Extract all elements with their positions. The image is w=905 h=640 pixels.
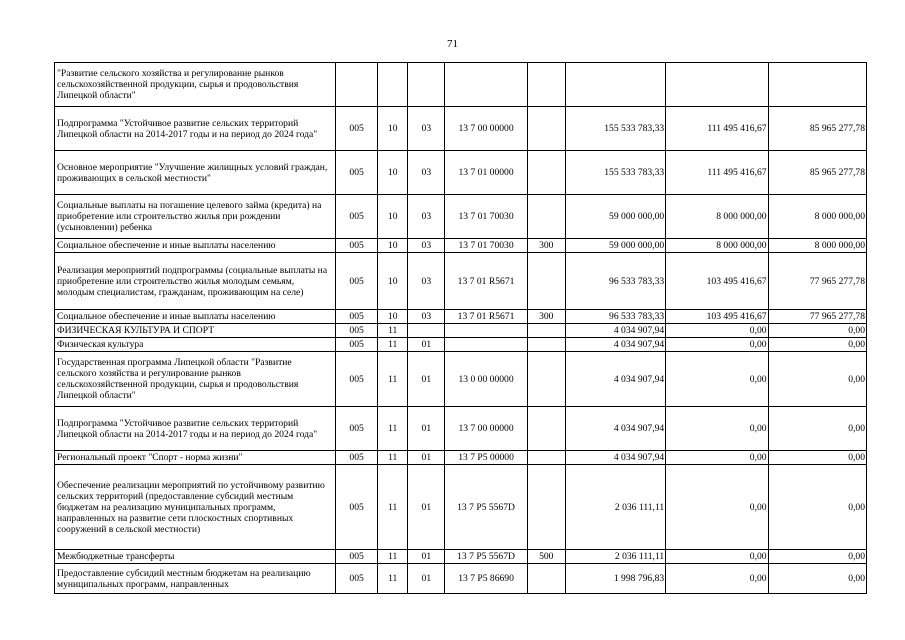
cell-vr (527, 465, 565, 550)
cell-pr: 01 (408, 451, 445, 465)
cell-name: Подпрограмма "Устойчивое развитие сельских территорий Липецкой области на 2014-2017 годы и на период до 2024 года" (55, 407, 336, 451)
table-row (55, 338, 867, 352)
cell-csr: 13 7 01 R5671 (445, 310, 527, 324)
cell-csr: 13 7 01 R5671 (445, 253, 527, 310)
table-row (55, 407, 867, 451)
cell-sum-2: 103 495 416,67 (666, 253, 768, 310)
table-row (55, 550, 867, 564)
cell-sum-3: 0,00 (768, 451, 866, 465)
cell-sum-3: 77 965 277,78 (768, 253, 866, 310)
cell-pr: 03 (408, 253, 445, 310)
cell-rz: 10 (378, 195, 408, 239)
cell-pr: 03 (408, 151, 445, 195)
cell-vr: 300 (527, 310, 565, 324)
cell-ved: 005 (336, 151, 378, 195)
cell-name: Подпрограмма "Устойчивое развитие сельских территорий Липецкой области на 2014-2017 годы и на период до 2024 года" (55, 107, 336, 151)
cell-vr (527, 324, 565, 338)
cell-name: Основное мероприятие "Улучшение жилищных условий граждан, проживающих в сельской местности" (55, 151, 336, 195)
cell-ved: 005 (336, 451, 378, 465)
cell-sum-1 (565, 63, 665, 107)
cell-ved: 005 (336, 338, 378, 352)
cell-rz: 11 (378, 564, 408, 594)
cell-sum-2: 0,00 (666, 407, 768, 451)
cell-sum-3: 8 000 000,00 (768, 195, 866, 239)
table-row (55, 564, 867, 594)
cell-sum-3: 85 965 277,78 (768, 107, 866, 151)
cell-sum-3: 0,00 (768, 407, 866, 451)
budget-table (54, 62, 867, 594)
cell-vr: 300 (527, 239, 565, 253)
cell-rz: 11 (378, 550, 408, 564)
cell-ved: 005 (336, 253, 378, 310)
cell-ved: 005 (336, 564, 378, 594)
cell-csr: 13 7 00 00000 (445, 107, 527, 151)
cell-sum-3: 8 000 000,00 (768, 239, 866, 253)
table-row (55, 253, 867, 310)
cell-pr: 03 (408, 107, 445, 151)
cell-sum-1: 96 533 783,33 (565, 253, 665, 310)
cell-ved: 005 (336, 195, 378, 239)
cell-sum-2: 0,00 (666, 352, 768, 407)
cell-csr: 13 7 00 00000 (445, 407, 527, 451)
cell-sum-2: 8 000 000,00 (666, 195, 768, 239)
cell-csr: 13 7 01 70030 (445, 239, 527, 253)
cell-sum-2: 0,00 (666, 324, 768, 338)
cell-name: ФИЗИЧЕСКАЯ КУЛЬТУРА И СПОРТ (55, 324, 336, 338)
cell-name: Социальное обеспечение и иные выплаты населению (55, 310, 336, 324)
cell-vr (527, 151, 565, 195)
cell-ved: 005 (336, 324, 378, 338)
cell-rz: 11 (378, 465, 408, 550)
cell-csr: 13 7 P5 5567D (445, 465, 527, 550)
cell-sum-1: 155 533 783,33 (565, 151, 665, 195)
cell-sum-2: 111 495 416,67 (666, 151, 768, 195)
cell-pr: 01 (408, 564, 445, 594)
cell-sum-2: 0,00 (666, 465, 768, 550)
cell-name: Физическая культура (55, 338, 336, 352)
cell-sum-2: 0,00 (666, 451, 768, 465)
cell-sum-2: 111 495 416,67 (666, 107, 768, 151)
cell-name: Государственная программа Липецкой области "Развитие сельского хозяйства и регулирование рынков сельскохозяйственной продукции, сырья и продовольствия Липецкой области" (55, 352, 336, 407)
cell-sum-3: 0,00 (768, 465, 866, 550)
cell-csr: 13 7 01 70030 (445, 195, 527, 239)
cell-pr: 03 (408, 195, 445, 239)
cell-sum-3: 85 965 277,78 (768, 151, 866, 195)
cell-rz (378, 63, 408, 107)
cell-csr (445, 63, 527, 107)
table-row (55, 195, 867, 239)
cell-name: Предоставление субсидий местным бюджетам на реализацию муниципальных программ, направленных (55, 564, 336, 594)
cell-sum-3: 0,00 (768, 564, 866, 594)
cell-name: Социальное обеспечение и иные выплаты населению (55, 239, 336, 253)
cell-sum-1: 4 034 907,94 (565, 352, 665, 407)
cell-rz: 10 (378, 107, 408, 151)
cell-vr: 500 (527, 550, 565, 564)
cell-sum-1: 96 533 783,33 (565, 310, 665, 324)
cell-csr (445, 338, 527, 352)
cell-csr (445, 324, 527, 338)
cell-sum-1: 4 034 907,94 (565, 407, 665, 451)
cell-ved: 005 (336, 107, 378, 151)
cell-pr (408, 324, 445, 338)
cell-vr (527, 451, 565, 465)
cell-rz: 11 (378, 407, 408, 451)
cell-vr (527, 253, 565, 310)
cell-csr: 13 7 P5 86690 (445, 564, 527, 594)
cell-sum-1: 4 034 907,94 (565, 338, 665, 352)
cell-sum-2: 8 000 000,00 (666, 239, 768, 253)
cell-name: Региональный проект "Спорт - норма жизни" (55, 451, 336, 465)
cell-pr: 03 (408, 239, 445, 253)
cell-pr: 01 (408, 465, 445, 550)
cell-sum-2 (666, 63, 768, 107)
cell-sum-2: 0,00 (666, 338, 768, 352)
table-row (55, 63, 867, 107)
cell-rz: 10 (378, 310, 408, 324)
cell-ved: 005 (336, 239, 378, 253)
cell-pr: 01 (408, 407, 445, 451)
cell-sum-3 (768, 63, 866, 107)
cell-sum-3: 0,00 (768, 324, 866, 338)
cell-vr (527, 63, 565, 107)
cell-name: Реализация мероприятий подпрограммы (социальные выплаты на приобретение или строительство жилья молодым семьям, молодым специалистам, гражданам, проживающим на селе) (55, 253, 336, 310)
table-row (55, 107, 867, 151)
cell-rz: 11 (378, 352, 408, 407)
cell-ved: 005 (336, 407, 378, 451)
cell-csr: 13 7 01 00000 (445, 151, 527, 195)
table-row (55, 324, 867, 338)
cell-csr: 13 7 P5 5567D (445, 550, 527, 564)
cell-rz: 10 (378, 239, 408, 253)
cell-pr (408, 63, 445, 107)
cell-sum-1: 2 036 111,11 (565, 465, 665, 550)
cell-csr: 13 0 00 00000 (445, 352, 527, 407)
cell-sum-2: 0,00 (666, 550, 768, 564)
cell-pr: 01 (408, 550, 445, 564)
cell-ved (336, 63, 378, 107)
cell-name: "Развитие сельского хозяйства и регулирование рынков сельскохозяйственной продукции, сырья и продовольствия Липецкой области" (55, 63, 336, 107)
cell-sum-2: 0,00 (666, 564, 768, 594)
table-row (55, 451, 867, 465)
cell-ved: 005 (336, 465, 378, 550)
cell-rz: 10 (378, 151, 408, 195)
table-row (55, 239, 867, 253)
cell-pr: 01 (408, 352, 445, 407)
cell-sum-1: 59 000 000,00 (565, 195, 665, 239)
cell-sum-3: 0,00 (768, 338, 866, 352)
cell-pr: 01 (408, 338, 445, 352)
cell-vr (527, 195, 565, 239)
cell-sum-1: 4 034 907,94 (565, 324, 665, 338)
cell-ved: 005 (336, 352, 378, 407)
table-row (55, 465, 867, 550)
cell-vr (527, 564, 565, 594)
cell-rz: 11 (378, 338, 408, 352)
cell-sum-1: 1 998 796,83 (565, 564, 665, 594)
page-number: 71 (447, 38, 458, 50)
cell-ved: 005 (336, 550, 378, 564)
cell-sum-2: 103 495 416,67 (666, 310, 768, 324)
cell-vr (527, 338, 565, 352)
cell-sum-3: 0,00 (768, 352, 866, 407)
cell-sum-1: 2 036 111,11 (565, 550, 665, 564)
cell-name: Межбюджетные трансферты (55, 550, 336, 564)
cell-ved: 005 (336, 310, 378, 324)
cell-sum-3: 0,00 (768, 550, 866, 564)
cell-rz: 11 (378, 324, 408, 338)
table-row (55, 151, 867, 195)
cell-vr (527, 352, 565, 407)
cell-sum-1: 59 000 000,00 (565, 239, 665, 253)
table-row (55, 352, 867, 407)
cell-vr (527, 407, 565, 451)
cell-csr: 13 7 P5 00000 (445, 451, 527, 465)
cell-name: Обеспечение реализации мероприятий по устойчивому развитию сельских территорий (предоставление субсидий местным бюджетам на реализацию муниципальных программ, направленных на развитие сети плоскостных спортивных сооружений в сельской местности) (55, 465, 336, 550)
cell-rz: 10 (378, 253, 408, 310)
cell-sum-1: 155 533 783,33 (565, 107, 665, 151)
cell-sum-1: 4 034 907,94 (565, 451, 665, 465)
cell-vr (527, 107, 565, 151)
cell-pr: 03 (408, 310, 445, 324)
cell-name: Социальные выплаты на погашение целевого займа (кредита) на приобретение или строительство жилья при рождении (усыновлении) ребенка (55, 195, 336, 239)
cell-rz: 11 (378, 451, 408, 465)
table-row (55, 310, 867, 324)
cell-sum-3: 77 965 277,78 (768, 310, 866, 324)
